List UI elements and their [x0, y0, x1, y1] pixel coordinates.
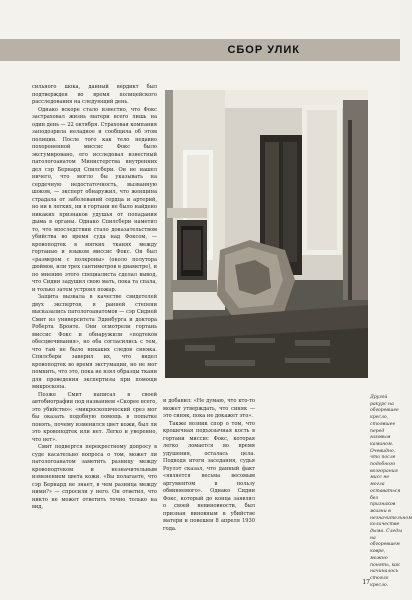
page-number: 17	[362, 579, 370, 586]
paragraph: Смит подвергся перекрестному допросу в суде касательно вопроса о том, может ли патологоанатом заметить разницу между кровоподтеком и незначительным изменением цвета кожи. «Вы полагаете, что сэр Бернард не знает, в чем разница между ними?» — спросили у него. Он ответил, что никто не может ответить точно только на вид,	[32, 444, 157, 510]
left-text-column	[32, 84, 157, 512]
paragraph: и добавил: «Не думаю, что кто-то может утверждать, что синяк — это синяк, пока не докажет это».	[163, 398, 255, 419]
room-photo	[165, 90, 368, 378]
paragraph: Также возник спор о том, что крошечная подъязычная кость в гортани миссис Фокс, которая легко ломается во время удушения, осталась цела. Подводя итоги заседания, судья Роулэт сказал, что данный факт «является весьма весомым аргументом в пользу обвиняемого». Однако Сидни Фокс, который до конца заявлял о своей невиновности, был признан виновным в убийстве матери и повешен 8 апреля 1930 года.	[163, 420, 255, 532]
paragraph: сильного шока, данный вердикт был подтвержден во время полицейского расследования на следующий день.	[32, 84, 157, 105]
middle-text-column	[163, 398, 255, 533]
paragraph: Однако вскоре стало известно, что Фокс застраховал жизнь матери всего лишь на один день — 22 октября. Страховая компания заподозрила неладное и сообщила об этом полиции. После того как тело недавно похороненной миссис Фокс было эксгумировано, его исследовал известный патологоанатом Министерства внутренних дел сэр Бернард Спилсбери. Он не нашел ничего, что могло бы указывать на сердечную недостаточность, вызванную шоком, — эксперт обнаружил, что женщина страдала от заболеваний сердца и артерий, но ни в легких, ни в гортани не было найдено никаких признаков удушья от попадания дыма в органы. Однако Спилсбери наметил то, что впоследствии стало доказательством убийства во время суда над Фоксом, — кровоподтек в мягких тканях между гортанью и языком миссис Фокс. Он был «размером с полкроны» (около полутора дюймов, или трех сантиметров в диаметре), и по мнению этого специалиста сделал вывод, что Сидни задушил свою мать, пока та спала, и только затем устроил пожар.	[32, 106, 157, 293]
header-band	[0, 39, 400, 61]
room-photo-illustration	[165, 90, 368, 378]
paragraph: Защита вызвала в качестве свидетелей двух экспертов, в ранней степени высказались патологоанатомов — сэр Сидней Смит из университета Эдинбурга и доктора Роберта Бронте. Они осмотрели гортань миссис Фокс и обнаружили «подтеков обесцвечивания», но оба согласились с тем, что там не было никаких следов синяка. Спилсбери заверил их, что видел кровоподтек во время эксгумации, но не мог помнить, что это, пока не взял образцы ткани для проведения экспертизы при помощи микроскопа.	[32, 294, 157, 390]
section-title: СБОР УЛИК	[227, 44, 300, 56]
paragraph: Позже Смит написал в своей автобиографии под названием «Скорее всего, это убийство»: «микроскопический срез мог бы оказать подобную помощь в попытке понять, почему изменился цвет кожи, был ли это кровоподтек или нет. Легко и уверенно, что нет».	[32, 391, 157, 443]
photo-caption: Другой ракурс на обгоревшее кресло, стоявшее перед газовым камином. Очевидно, что после подобного возгорания мисс не могла оставаться без признаков жизни в незначительном количестве дыма. Следы на обгоревшем ковре, можно понять, как начиналось стояло кресло.	[370, 395, 412, 588]
